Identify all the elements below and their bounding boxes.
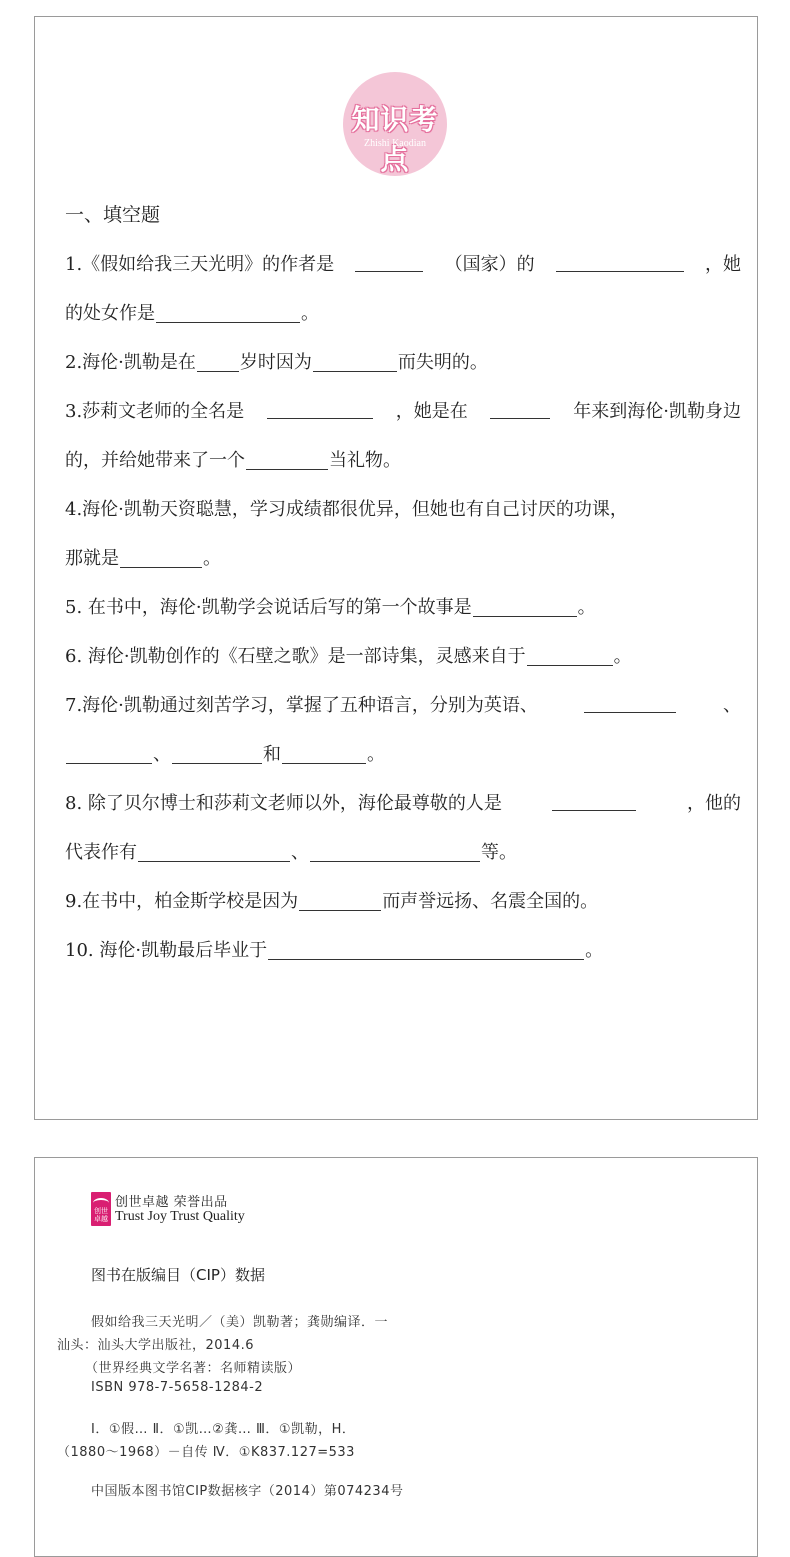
question-7-line-2 xyxy=(65,741,741,769)
question-text: 而失明的。 xyxy=(397,352,488,373)
question-text: 而声誉远扬、名震全国的。 xyxy=(382,891,599,912)
answer-blank[interactable] xyxy=(473,596,577,617)
question-text: 7.海伦·凯勒通过刻苦学习，掌握了五种语言，分别为英语、 xyxy=(65,695,538,716)
cip-line: 假如给我三天光明／（美）凯勒著；龚勋编译．一 xyxy=(91,1315,389,1330)
answer-blank[interactable] xyxy=(138,841,290,862)
answer-blank[interactable] xyxy=(527,645,613,666)
section-title: 一、填空题 xyxy=(65,204,161,226)
question-text: 9.在书中，柏金斯学校是因为 xyxy=(65,891,299,912)
answer-blank[interactable] xyxy=(66,743,152,764)
question-1-line-2 xyxy=(65,300,741,328)
badge-subtitle: Zhishi Kaodian xyxy=(364,138,426,149)
question-text: 的，并给她带来了一个 xyxy=(65,450,245,471)
question-text: 、 xyxy=(153,744,171,765)
answer-blank[interactable] xyxy=(552,790,636,811)
cip-line: Ⅰ．①假… Ⅱ．①凯…②龚… Ⅲ．①凯勒，H． xyxy=(91,1422,356,1437)
answer-blank[interactable] xyxy=(268,939,584,960)
answer-blank[interactable] xyxy=(556,251,684,272)
question-text: 。 xyxy=(585,940,604,961)
answer-blank[interactable] xyxy=(313,351,397,372)
question-text: 岁时因为 xyxy=(239,352,312,373)
question-text: 、 xyxy=(723,695,741,716)
question-text: 6. 海伦·凯勒创作的《石壁之歌》是一部诗集，灵感来自于 xyxy=(65,646,526,667)
question-text: ，他的 xyxy=(687,793,741,814)
question-text: 。 xyxy=(203,548,221,569)
question-text: 2.海伦·凯勒是在 xyxy=(65,352,196,373)
question-9 xyxy=(65,888,741,916)
question-text: 1.《假如给我三天光明》的作者是 xyxy=(65,254,335,275)
question-text: 。 xyxy=(613,646,632,667)
question-text: 、 xyxy=(291,842,309,863)
question-1-line-1 xyxy=(65,251,741,279)
answer-blank[interactable] xyxy=(156,302,300,323)
question-5 xyxy=(65,594,741,622)
page-seam xyxy=(35,776,757,779)
question-6 xyxy=(65,643,741,671)
cip-number: 中国版本图书馆CIP数据核字（2014）第074234号 xyxy=(91,1484,404,1499)
question-text: 5. 在书中，海伦·凯勒学会说话后写的第一个故事是 xyxy=(65,597,472,618)
publisher-slogan-en: Trust Joy Trust Quality xyxy=(115,1209,245,1224)
answer-blank[interactable] xyxy=(267,398,373,419)
answer-blank[interactable] xyxy=(197,351,239,372)
question-text: 年来到海伦·凯勒身边 xyxy=(573,401,741,422)
copyright-page xyxy=(34,1157,758,1557)
logo-mark-text: 创世卓越 xyxy=(94,1207,108,1223)
question-3-line-2 xyxy=(65,447,741,475)
question-text: ，她是在 xyxy=(395,401,468,422)
question-text: 10. 海伦·凯勒最后毕业于 xyxy=(65,940,268,961)
cip-line: （世界经典文学名著：名师精读版） xyxy=(85,1361,302,1376)
question-4-line-1 xyxy=(65,496,741,524)
answer-blank[interactable] xyxy=(490,398,550,419)
answer-blank[interactable] xyxy=(120,547,202,568)
question-3-line-1 xyxy=(65,398,741,426)
cip-line: 汕头：汕头大学出版社，2014.6 xyxy=(57,1338,254,1353)
question-text: 8. 除了贝尔博士和莎莉文老师以外，海伦最尊敬的人是 xyxy=(65,793,502,814)
question-4-line-2 xyxy=(65,545,741,573)
answer-blank[interactable] xyxy=(246,449,328,470)
question-text: 。 xyxy=(301,303,319,324)
answer-blank[interactable] xyxy=(310,841,480,862)
question-text: 。 xyxy=(367,744,385,765)
knowledge-points-badge xyxy=(343,72,447,176)
question-text: ，她 xyxy=(705,254,741,275)
answer-blank[interactable] xyxy=(282,743,366,764)
question-8-line-1 xyxy=(65,790,741,818)
badge-title: 知识考点 xyxy=(351,103,439,176)
cip-title: 图书在版编目（CIP）数据 xyxy=(91,1266,265,1284)
question-text: 代表作有 xyxy=(65,842,137,863)
question-text: 3.莎莉文老师的全名是 xyxy=(65,401,245,422)
question-text: 。 xyxy=(577,597,596,618)
question-10 xyxy=(65,937,741,965)
answer-blank[interactable] xyxy=(584,692,676,713)
question-text: 当礼物。 xyxy=(329,450,401,471)
question-7-line-1 xyxy=(65,692,741,720)
question-text: （国家）的 xyxy=(444,254,535,275)
question-8-line-2 xyxy=(65,839,741,867)
question-2 xyxy=(65,349,741,377)
exercise-page xyxy=(34,16,758,1120)
question-text: 4.海伦·凯勒天资聪慧，学习成绩都很优异，但她也有自己讨厌的功课， xyxy=(65,499,628,520)
cip-line: （1880～1968）－自传 Ⅳ．①K837.127=533 xyxy=(57,1445,355,1460)
publisher-slogan-cn: 创世卓越 荣誉出品 xyxy=(115,1195,228,1210)
question-text: 那就是 xyxy=(65,548,119,569)
answer-blank[interactable] xyxy=(355,251,423,272)
publisher-logo-icon xyxy=(91,1192,111,1226)
question-text: 等。 xyxy=(481,842,517,863)
cip-line: ISBN 978-7-5658-1284-2 xyxy=(91,1380,264,1395)
answer-blank[interactable] xyxy=(172,743,262,764)
question-text: 的处女作是 xyxy=(65,303,155,324)
answer-blank[interactable] xyxy=(299,890,381,911)
question-text: 和 xyxy=(263,744,281,765)
